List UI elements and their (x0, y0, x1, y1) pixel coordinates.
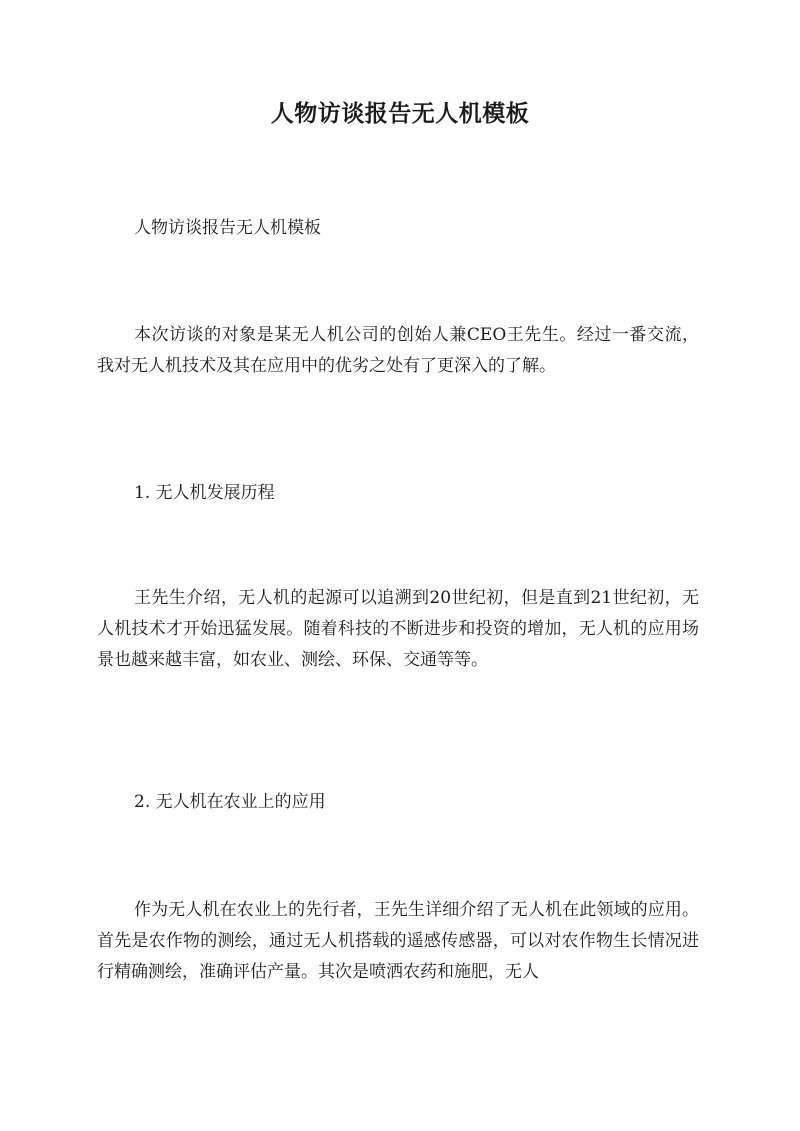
section-paragraph-history: 王先生介绍，无人机的起源可以追溯到20世纪初，但是直到21世纪初，无人机技术才开始迅猛发展。随着科技的不断进步和投资的增加，无人机的应用场景也越来越丰富，如农业、测绘、环保、交通等等。 (97, 588, 699, 670)
document-subtitle: 人物访谈报告无人机模板 (134, 218, 321, 238)
section-paragraph-agriculture: 作为无人机在农业上的先行者，王先生详细介绍了无人机在此领域的应用。首先是农作物的测绘，通过无人机搭载的遥感传感器，可以对农作物生长情况进行精确测绘，准确评估产量。其次是喷洒农药和施肥，无人 (97, 900, 699, 982)
intro-paragraph: 本次访谈的对象是某无人机公司的创始人兼CEO王先生。经过一番交流，我对无人机技术及其在应用中的优劣之处有了更深入的了解。 (97, 325, 699, 376)
section-heading-history: 1. 无人机发展历程 (134, 483, 275, 503)
document-title: 人物访谈报告无人机模板 (270, 100, 530, 127)
section-heading-agriculture: 2. 无人机在农业上的应用 (134, 792, 326, 812)
